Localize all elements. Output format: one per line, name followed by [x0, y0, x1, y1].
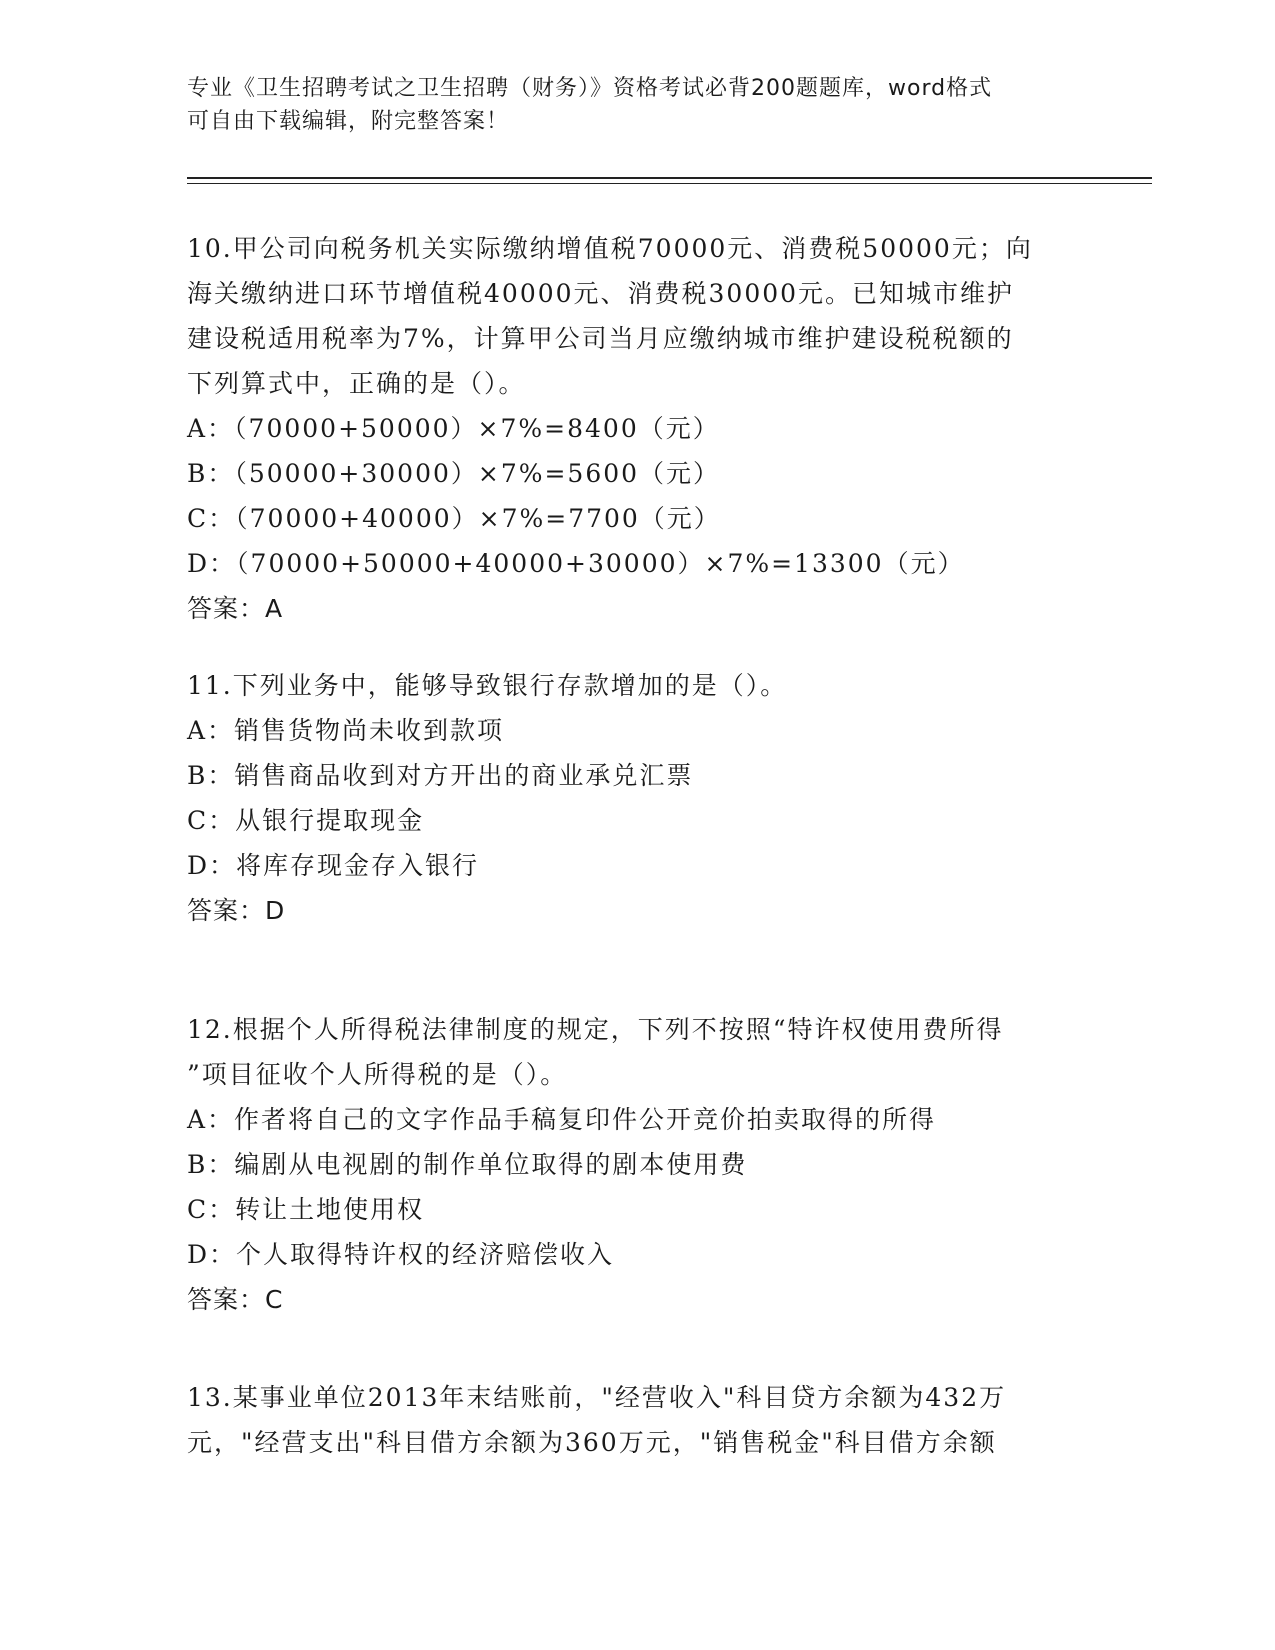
question-text-line: 建设税适用税率为7%，计算甲公司当月应缴纳城市维护建设税税额的 [187, 324, 1014, 353]
question-text-line: 元，"经营支出"科目借方余额为360万元，"销售税金"科目借方余额 [187, 1428, 997, 1457]
header-line-1: 专业《卫生招聘考试之卫生招聘（财务）》资格考试必背200题题库，word格式 [187, 76, 993, 101]
answer-line: 答案：D [187, 896, 286, 925]
question-text-line: 11.下列业务中，能够导致银行存款增加的是（）。 [187, 671, 788, 700]
question-11 [187, 663, 1087, 933]
option-c: C：（70000+40000）×7%=7700（元） [187, 504, 721, 533]
option-d: D：个人取得特许权的经济赔偿收入 [187, 1240, 615, 1269]
page-header [187, 72, 1067, 138]
header-line-2: 可自由下载编辑，附完整答案！ [187, 109, 510, 134]
question-text-line: 10.甲公司向税务机关实际缴纳增值税70000元、消费税50000元；向 [187, 234, 1033, 263]
question-text-line: 12.根据个人所得税法律制度的规定，下列不按照“特许权使用费所得 [187, 1015, 1004, 1044]
question-text-line: 海关缴纳进口环节增值税40000元、消费税30000元。已知城市维护 [187, 279, 1015, 308]
header-divider-thick [187, 177, 1152, 179]
question-text-line: ”项目征收个人所得税的是（）。 [187, 1060, 568, 1089]
question-text-line: 下列算式中，正确的是（）。 [187, 369, 526, 398]
option-b: B：销售商品收到对方开出的商业承兑汇票 [187, 761, 694, 790]
option-b: B：编剧从电视剧的制作单位取得的剧本使用费 [187, 1150, 748, 1179]
answer-line: 答案：C [187, 1285, 284, 1314]
option-c: C：转让土地使用权 [187, 1195, 425, 1224]
question-13 [187, 1375, 1087, 1465]
option-a: A：作者将自己的文字作品手稿复印件公开竞价拍卖取得的所得 [187, 1105, 937, 1134]
option-d: D：将库存现金存入银行 [187, 851, 480, 880]
question-10 [187, 226, 1087, 631]
header-divider-thin [187, 183, 1152, 184]
question-text-line: 13.某事业单位2013年末结账前，"经营收入"科目贷方余额为432万 [187, 1383, 1007, 1412]
option-a: A：销售货物尚未收到款项 [187, 716, 505, 745]
option-a: A：（70000+50000）×7%=8400（元） [187, 414, 720, 443]
answer-line: 答案：A [187, 594, 284, 623]
option-c: C：从银行提取现金 [187, 806, 425, 835]
question-12 [187, 1007, 1087, 1322]
option-d: D：（70000+50000+40000+30000）×7%=13300（元） [187, 549, 965, 578]
option-b: B：（50000+30000）×7%=5600（元） [187, 459, 721, 488]
